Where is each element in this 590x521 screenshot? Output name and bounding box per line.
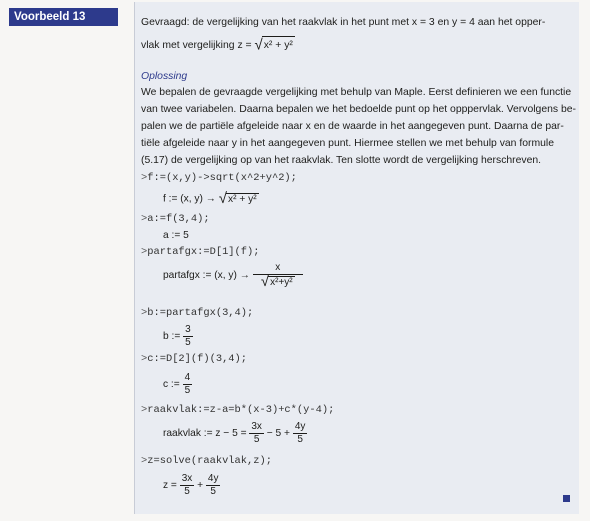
- maple-output-b: b := $\frac{3}{5}$: [163, 324, 191, 348]
- paragraph-line: We bepalen de gevraagde vergelijking met behulp van Maple. Eerst definieren we een functie: [141, 87, 572, 98]
- paragraph-line: (5.17) de vergelijking op van het raakvlak. Ten slotte wordt de vergelijking herschreven.: [141, 155, 542, 166]
- maple-output-z: z = $\frac{3x}{5}$ + $\frac{4y}{5}$: [163, 473, 219, 497]
- maple-command: >partafgx:=D[1](f);: [141, 246, 260, 258]
- maple-command: >c:=D[2](f)(3,4);: [141, 353, 248, 365]
- maple-output-c: c := $\frac{4}{5}$: [163, 372, 191, 396]
- paragraph-line: tiële afgeleide naar y in het aangegeven punt. Hiermee stellen we met behulp van formule: [141, 138, 554, 149]
- intro-line-1: Gevraagd: de vergelijking van het raakvlak in het punt met x = 3 en y = 4 aan het opper-: [141, 17, 546, 28]
- end-marker-icon: [563, 495, 570, 502]
- sqrt-symbol: √: [254, 36, 263, 54]
- intro-text: vlak met vergelijking z =: [141, 40, 255, 51]
- intro-line-2: [141, 36, 295, 55]
- maple-command: >f:=(x,y)->sqrt(x^2+y^2);: [141, 172, 297, 184]
- paragraph-line: van twee variabelen. Daarna bepalen we het bedoelde punt op het opppervlak. Vervolgens be-: [141, 104, 576, 115]
- maple-output-raakvlak: raakvlak := z − 5 = $\frac{3x}{5}$ − 5 + $\frac{4y}{5}$: [163, 421, 306, 445]
- sqrt-expression: x² + y²: [262, 36, 295, 55]
- maple-command: >a:=f(3,4);: [141, 213, 210, 225]
- maple-output-a: a := 5: [163, 230, 189, 241]
- maple-command: >b:=partafgx(3,4);: [141, 307, 254, 319]
- maple-output-f: f := (x, y) → √x² + y²: [163, 190, 257, 207]
- maple-command: >raakvlak:=z-a=b*(x-3)+c*(y-4);: [141, 404, 335, 416]
- oplossing-heading: Oplossing: [141, 71, 188, 82]
- example-label: Voorbeeld 13: [9, 8, 118, 26]
- maple-output-partafgx: partafgx := (x, y) → $\frac{x}{\text{√x²+y²}}$: [163, 262, 303, 289]
- paragraph-line: palen we de partiële afgeleide naar x en de waarde in het aangegeven punt. Daarna de par-: [141, 121, 564, 132]
- maple-command: >z=solve(raakvlak,z);: [141, 455, 272, 467]
